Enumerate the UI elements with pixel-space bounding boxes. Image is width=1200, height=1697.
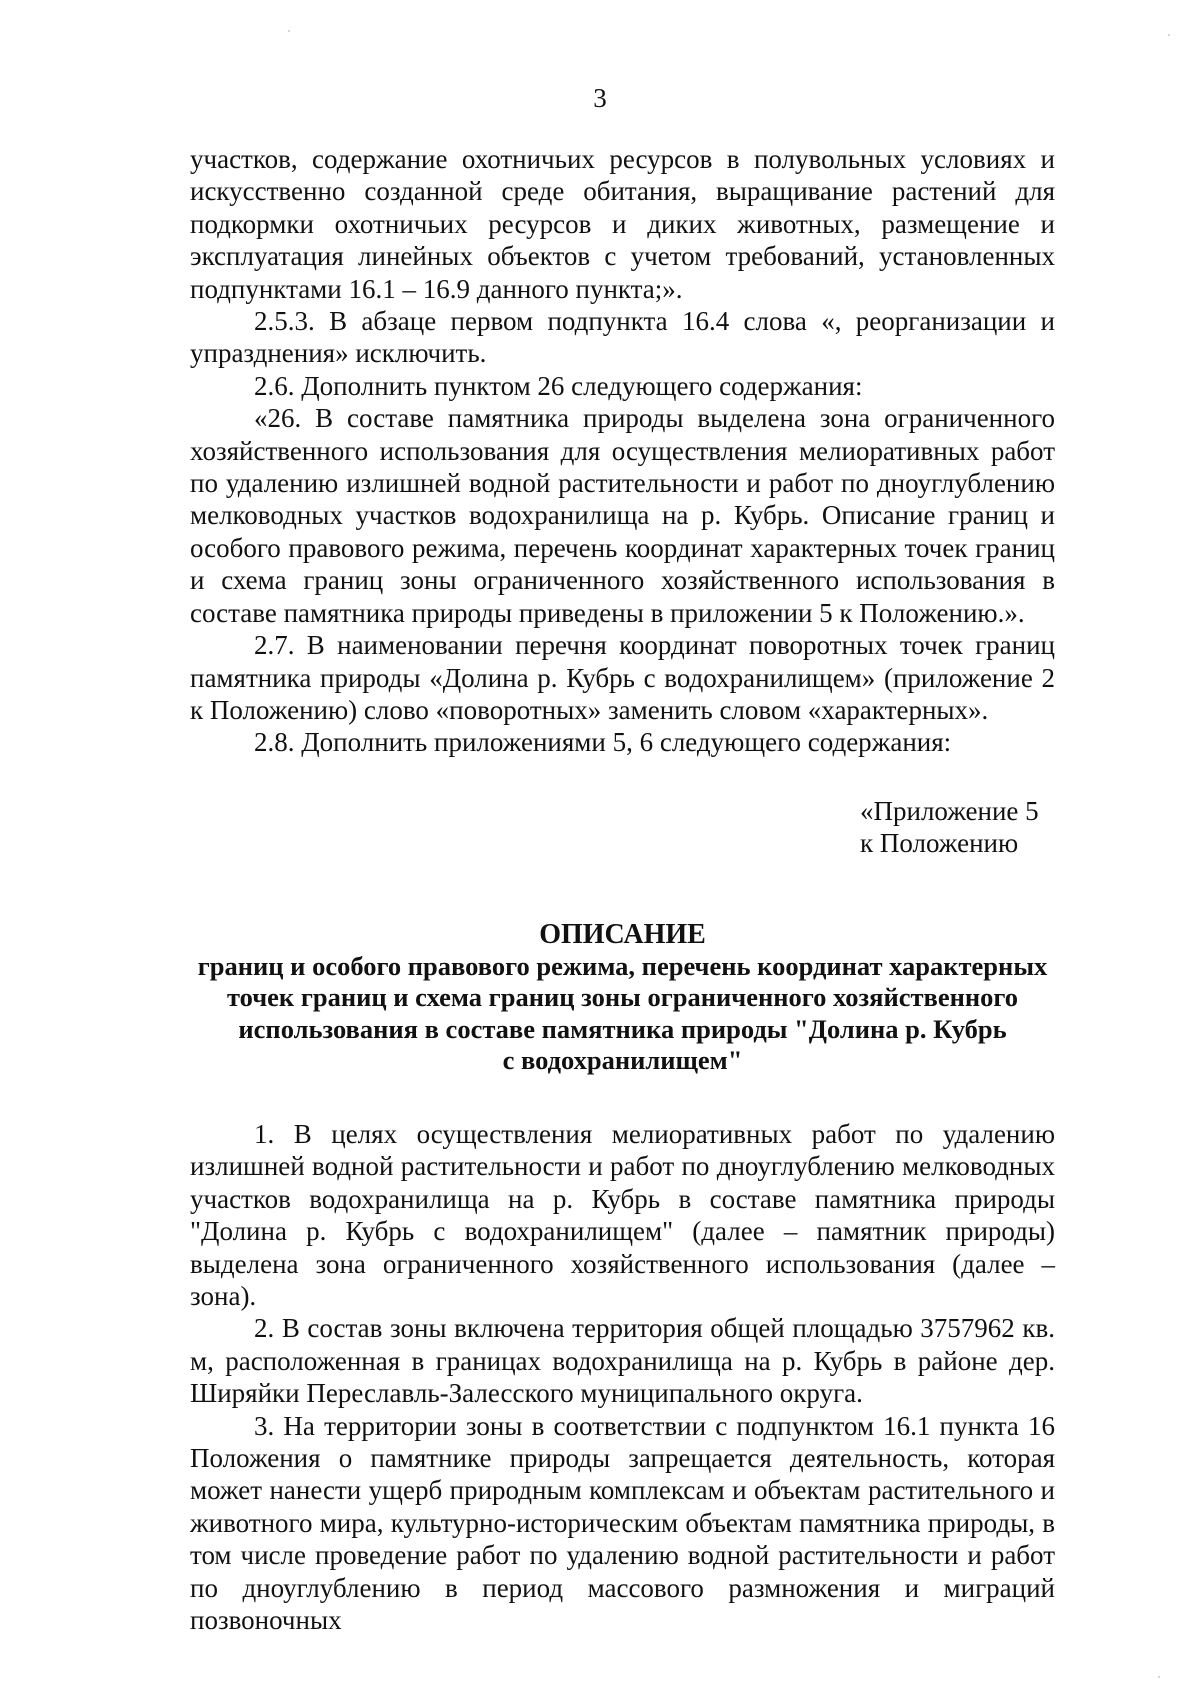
scan-speck bbox=[288, 30, 290, 32]
heading-line-2: точек границ и схема границ зоны ограниченного хозяйственного bbox=[226, 982, 1019, 1012]
heading-line-1: границ и особого правового режима, перечень координат характерных bbox=[197, 950, 1048, 981]
appendix-label-line-2: к Положению bbox=[860, 828, 1019, 858]
paragraph-point-26: «26. В составе памятника природы выделена зона ограниченного хозяйственного использования для осуществления мелиоративных работ по удалению излишней водной растительности и работ по дноуглублению мелководных участков водохранилища на р. Кубрь. Описание границ и особого правового режима, перечень координат характерных точек границ и схема границ зоны ограниченного хозяйственного использования в составе памятника природы приведены в приложении 5 к Положению.». bbox=[190, 403, 1055, 628]
paragraph-2-7: 2.7. В наименовании перечня координат поворотных точек границ памятника природы «Долина р. Кубрь с водохранилищем» (приложение 2 к Положению) слово «поворотных» заменить словом «характерных». bbox=[190, 630, 1055, 725]
paragraph-2-6: 2.6. Дополнить пунктом 26 следующего содержания: bbox=[254, 370, 863, 401]
paragraph-2-8: 2.8. Дополнить приложениями 5, 6 следующего содержания: bbox=[254, 727, 952, 758]
zone-paragraph-2: 2. В состав зоны включена территория общей площадью 3757962 кв. м, расположенная в границах водохранилища на р. Кубрь в районе дер. Ширяйки Переславль-Залесского муниципального округа. bbox=[190, 1313, 1055, 1409]
paragraph-continuation: участков, содержание охотничьих ресурсов в полувольных условиях и искусственно созданной среде обитания, выращивание растений для подкормки охотничьих ресурсов и диких животных, размещение и эксплуатация линейных объектов с учетом требований, установленных подпунктами 16.1 – 16.9 данного пункта;». bbox=[190, 144, 1055, 304]
amendment-text bbox=[190, 143, 1055, 759]
heading-title: ОПИСАНИЕ bbox=[539, 919, 706, 950]
scan-speck bbox=[1158, 1676, 1160, 1678]
heading-line-4: с водохранилищем" bbox=[502, 1045, 743, 1075]
appendix-label-line-1: «Приложение 5 bbox=[860, 796, 1039, 826]
zone-paragraph-1: 1. В целях осуществления мелиоративных работ по удалению излишней водной растительности и работ по дноуглублению мелководных участков водохранилища на р. Кубрь в составе памятника природы "Долина р. Кубрь с водохранилищем" (далее – памятник природы) выделена зона ограниченного хозяйственного использования (далее – зона). bbox=[190, 1119, 1055, 1312]
scan-speck bbox=[1168, 34, 1170, 36]
paragraph-2-5-3: 2.5.3. В абзаце первом подпункта 16.4 слова «, реорганизации и упразднения» исключить. bbox=[190, 306, 1055, 369]
appendix-label bbox=[860, 795, 1120, 859]
zone-paragraph-3: 3. На территории зоны в соответствии с подпунктом 16.1 пункта 16 Положения о памятнике природы запрещается деятельность, которая может нанести ущерб природным комплексам и объектам растительного и животного мира, культурно-историческим объектам памятника природы, в том числе проведение работ по удалению водной растительности и работ по дноуглублению в период массового размножения и миграций позвоночных bbox=[190, 1410, 1055, 1636]
page-number: 3 bbox=[593, 83, 607, 113]
zone-description-text bbox=[190, 1118, 1055, 1637]
section-heading bbox=[190, 919, 1055, 1077]
heading-line-3: использования в составе памятника природы "Долина р. Кубрь bbox=[238, 1013, 1007, 1044]
